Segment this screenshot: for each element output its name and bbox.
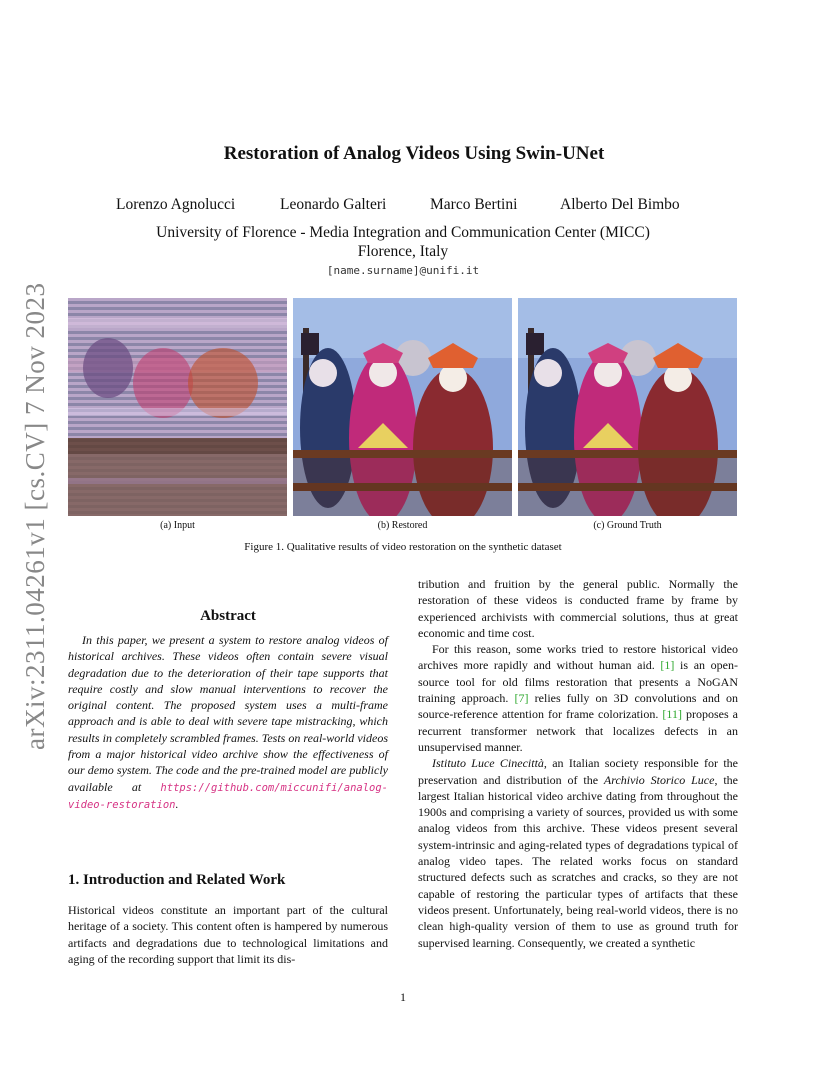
page-number: 1 (400, 990, 406, 1004)
author-3: Marco Bertini (430, 196, 518, 213)
author-1: Lorenzo Agnolucci (116, 196, 236, 213)
subcaption-input: (a) Input (160, 520, 195, 531)
arxiv-side-label: arXiv:2311.04261v1 [cs.CV] 7 Nov 2023 (20, 282, 50, 750)
paper-title: Restoration of Analog Videos Using Swin-UNet (223, 143, 605, 164)
italic-span: Archivio Storico Luce (603, 772, 715, 787)
location: Florence, Italy (357, 243, 449, 260)
section-heading-intro: 1. Introduction and Related Work (68, 872, 286, 888)
citation-1[interactable]: [1] (660, 658, 675, 673)
text-span: , the largest Italian historical video archive dating from throughout the 1900s and comprising a variety of sources, provided us with some analog videos from this archive. These videos present several system-intrinsic and aging-related types of degradations typical of analog video tapes. The related works focus on standard structured defects such as scratches and cracks, so they are not capable of restoring the particular types of artifacts that these videos present. Unfortunately, being real-world videos, there is no clean high-quality version of them to use as ground truth for supervised learning. Consequently, we created a synthetic (418, 772, 738, 950)
subcaption-ground-truth: (c) Ground Truth (593, 520, 662, 531)
code-link[interactable]: https://github.com/miccunifi/analog-video-restoration (68, 781, 388, 811)
text-span: For this reason, some works tried to restore historical video archives more rapidly and without human aid. (418, 642, 738, 673)
citation-11[interactable]: [11] (662, 707, 682, 722)
abstract-body (68, 632, 388, 813)
text-span: is an open-source tool for old films restoration that presents a NoGAN training approach. (418, 658, 738, 706)
author-2: Leonardo Galteri (280, 196, 387, 213)
right-paragraph-0: tribution and fruition by the general public. Normally the restoration of these videos is conducted frame by frame by experienced archivists with commercial solutions, thus at great economic and time cost. (418, 577, 738, 640)
intro-paragraph: Historical videos constitute an important part of the cultural heritage of a society. This content often is hampered by numerous artifacts and degradations due to technological limitations and aging of the recording support that limit its dis- (68, 903, 388, 966)
affiliation: University of Florence - Media Integration and Communication Center (MICC) (156, 224, 650, 241)
text-span: relies fully on 3D convolutions and on source-reference attention for frame colorization. (418, 691, 739, 722)
abstract-heading: Abstract (200, 608, 256, 624)
right-column (418, 576, 738, 951)
affiliation-block (0, 223, 806, 261)
figure-ground-truth-image (518, 298, 737, 516)
right-paragraph-2 (418, 755, 738, 951)
figure-caption: Figure 1. Qualitative results of video restoration on the synthetic dataset (244, 541, 562, 553)
email: [name.surname]@unifi.it (326, 264, 480, 277)
right-paragraph-1 (418, 641, 738, 755)
figure-restored-image (293, 298, 512, 516)
abstract-end: . (175, 796, 179, 811)
intro-body (68, 902, 388, 967)
text-span: proposes a recurrent transformer network that localizes defects in an unsupervised manner. (418, 707, 738, 754)
text-span: , an Italian society responsible for the preservation and distribution of the (418, 756, 738, 787)
figure-input-image (68, 298, 287, 516)
subcaption-restored: (b) Restored (377, 520, 428, 531)
italic-span: Istituto Luce Cinecittà (432, 756, 544, 771)
citation-7[interactable]: [7] (514, 691, 529, 706)
author-4: Alberto Del Bimbo (560, 196, 680, 213)
abstract-text: In this paper, we present a system to restore analog videos of historical archives. These videos often contain severe visual degradation due to the deterioration of their tape supports that require costly and slow manual interventions to recover the original content. The proposed system uses a multi-frame approach and is able to deal with severe tape mistracking, which results in completely scrambled frames. Tests on real-world videos from a major historical video archive show the effectiveness of our demo system. The code and the pre-trained model are publicly available at (68, 633, 388, 794)
